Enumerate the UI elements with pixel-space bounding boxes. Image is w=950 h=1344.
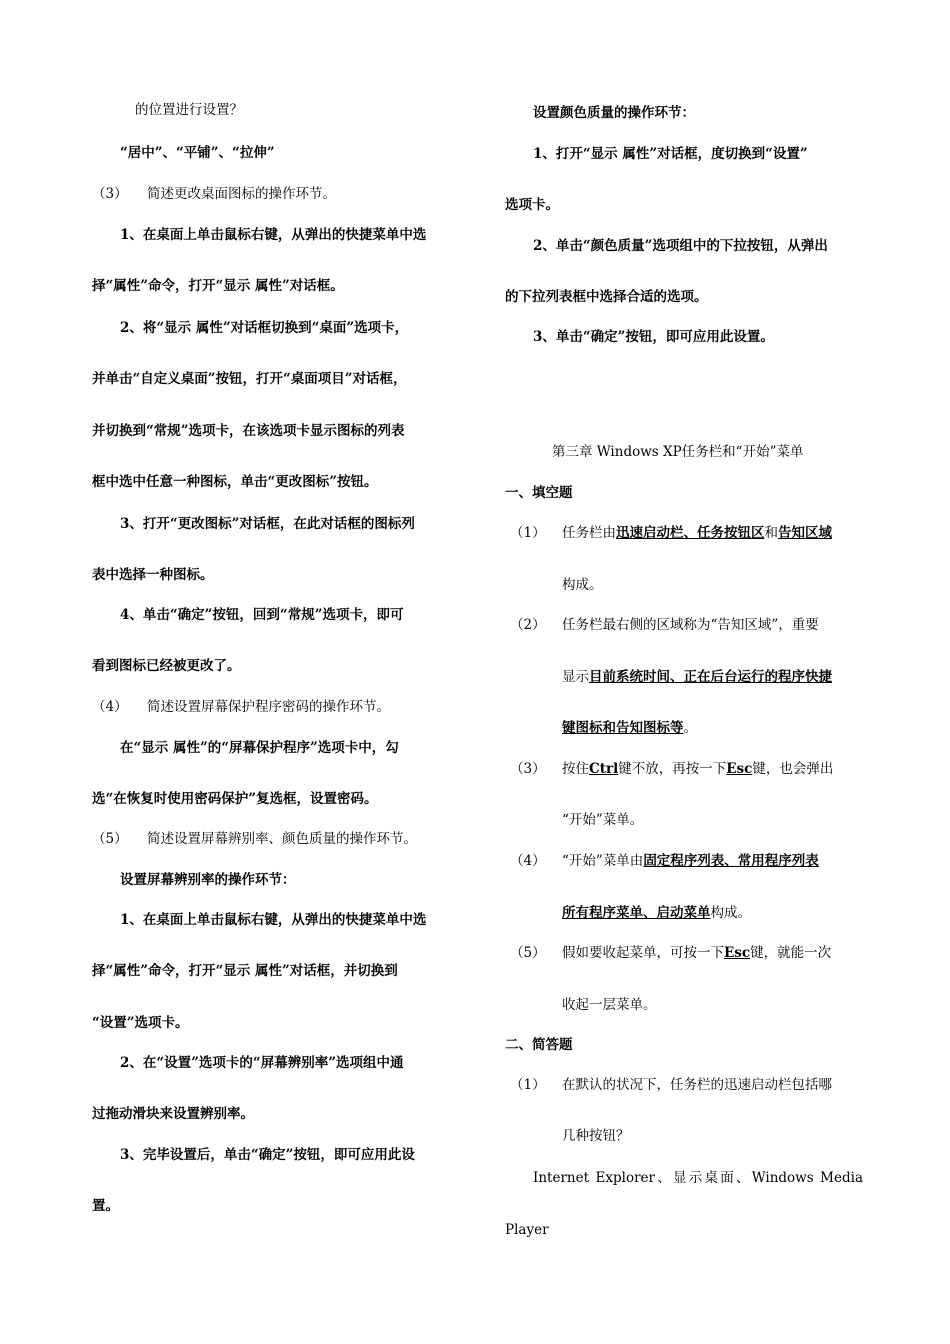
answer-fill: 键图标和告知图标等	[562, 720, 684, 736]
question-text: 简述设置屏幕保护程序密码的操作环节。	[147, 699, 390, 715]
answer-line: 框中选中任意一种图标，单击“更改图标”按钮。	[92, 474, 378, 490]
section-heading: 设置颜色质量的操作环节：	[533, 105, 695, 121]
question-text: 键图标和告知图标等。	[562, 720, 697, 736]
question-text: 几种按钮？	[562, 1128, 630, 1144]
answer-line: 看到图标已经被更改了。	[92, 658, 241, 674]
question-text: 在默认的状况下，任务栏的迅速启动栏包括哪	[562, 1077, 832, 1093]
question-number: （3）	[92, 186, 128, 202]
question-number: （5）	[92, 831, 128, 847]
text-line: 的位置进行设置？	[135, 102, 243, 118]
question-number: （2）	[510, 617, 546, 633]
answer-line: 并单击“自定义桌面”按钮，打开“桌面项目”对话框，	[92, 371, 407, 387]
question-text: 收起一层菜单。	[562, 997, 657, 1013]
question-text: “开始”菜单由固定程序列表、常用程序列表	[562, 853, 819, 869]
answer-line: 的下拉列表框中选择合适的选项。	[505, 289, 708, 305]
text-line: “居中”、“平铺”、“拉伸”	[120, 145, 275, 161]
question-text: 任务栏由迅速启动栏、任务按钮区和告知区域	[562, 525, 832, 541]
answer-line: 3、单击“确定”按钮，即可应用此设置。	[533, 329, 774, 345]
answer-line: 2、将“显示 属性”对话框切换到“桌面”选项卡，	[120, 320, 409, 336]
question-text: 构成。	[562, 577, 603, 593]
answer-line: 在“显示 属性”的“屏幕保护程序”选项卡中，勾	[120, 740, 399, 756]
answer-line: 设置屏幕辨别率的操作环节：	[120, 872, 296, 888]
answer-line: 表中选择一种图标。	[92, 567, 214, 583]
answer-fill: 目前系统时间、正在后台运行的程序快捷	[589, 669, 832, 685]
answer-line: 选项卡。	[505, 197, 559, 213]
answer-line: 1、在桌面上单击鼠标右键，从弹出的快捷菜单中选	[120, 227, 427, 243]
answer-line: 3、完毕设置后，单击“确定”按钮，即可应用此设	[120, 1147, 415, 1163]
question-number: （3）	[510, 761, 546, 777]
section-heading: 二、简答题	[505, 1037, 573, 1053]
answer-line: 4、单击“确定”按钮，回到“常规”选项卡，即可	[120, 607, 404, 623]
question-text: 显示目前系统时间、正在后台运行的程序快捷	[562, 669, 832, 685]
answer-fill: 告知区域	[778, 525, 832, 541]
question-number: （1）	[510, 1077, 546, 1093]
question-text: 假如要收起菜单，可按一下Esc键，就能一次	[562, 945, 832, 961]
answer-line: 1、在桌面上单击鼠标右键，从弹出的快捷菜单中选	[120, 912, 427, 928]
question-text: 任务栏最右侧的区域称为“告知区域”，重要	[562, 617, 819, 633]
answer-line: Internet Explorer、显示桌面、Windows Media	[533, 1170, 863, 1186]
question-text: 所有程序菜单、启动菜单构成。	[562, 905, 751, 921]
question-number: （4）	[510, 853, 546, 869]
answer-line: 2、单击“颜色质量”选项组中的下拉按钮，从弹出	[533, 238, 828, 254]
chapter-title: 第三章 Windows XP任务栏和“开始”菜单	[552, 444, 804, 460]
answer-line: 选“在恢复时使用密码保护”复选框，设置密码。	[92, 791, 378, 807]
answer-line: 置。	[92, 1198, 119, 1214]
answer-fill: 所有程序菜单、启动菜单	[562, 905, 711, 921]
question-number: （5）	[510, 945, 546, 961]
answer-line: 择“属性”命令，打开“显示 属性”对话框，并切换到	[92, 963, 398, 979]
answer-fill: Esc	[726, 761, 753, 777]
question-text: 按住Ctrl键不放，再按一下Esc键，也会弹出	[562, 761, 834, 777]
question-text: 简述设置屏幕辨别率、颜色质量的操作环节。	[147, 831, 417, 847]
question-number: （1）	[510, 525, 546, 541]
answer-fill: 迅速启动栏、任务按钮区	[616, 525, 765, 541]
question-text: 简述更改桌面图标的操作环节。	[147, 186, 336, 202]
answer-line: “设置”选项卡。	[92, 1015, 189, 1031]
answer-line: 2、在“设置”选项卡的“屏幕辨别率”选项组中通	[120, 1055, 404, 1071]
answer-line: 过拖动滑块来设置辨别率。	[92, 1106, 254, 1122]
answer-line: 并切换到“常规”选项卡，在该选项卡显示图标的列表	[92, 423, 405, 439]
answer-fill: Ctrl	[589, 761, 619, 777]
answer-line: Player	[505, 1222, 549, 1238]
answer-line: 1、打开“显示 属性”对话框，度切换到“设置”	[533, 146, 808, 162]
answer-fill: Esc	[724, 945, 751, 961]
question-text: “开始”菜单。	[562, 812, 644, 828]
question-number: （4）	[92, 699, 128, 715]
answer-fill: 固定程序列表、常用程序列表	[643, 853, 819, 869]
section-heading: 一、填空题	[505, 485, 573, 501]
answer-line: 择“属性”命令，打开“显示 属性”对话框。	[92, 278, 344, 294]
answer-line: 3、打开“更改图标”对话框，在此对话框的图标列	[120, 516, 415, 532]
